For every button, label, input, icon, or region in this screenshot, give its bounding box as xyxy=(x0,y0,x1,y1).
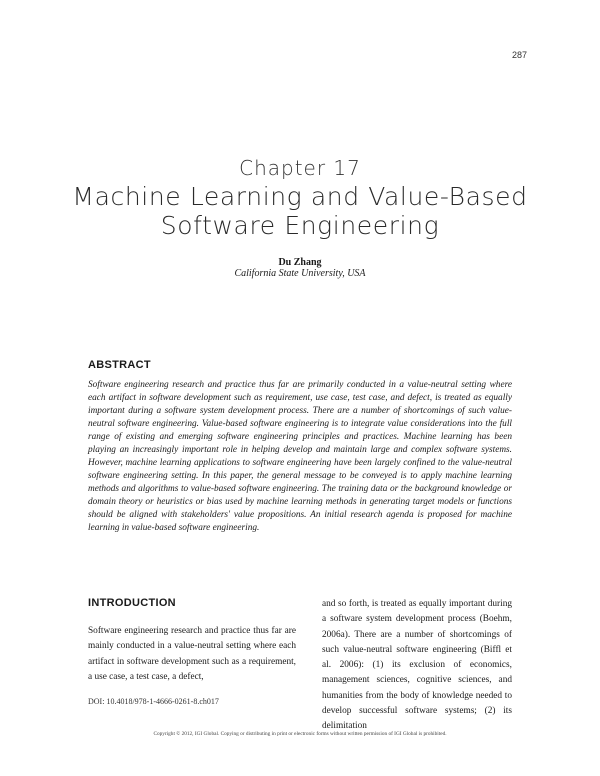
introduction-heading: INTRODUCTION xyxy=(88,597,176,609)
author-affiliation: California State University, USA xyxy=(234,268,366,279)
introduction-left-column: Software engineering research and practice thus far are mainly conducted in a value-neutral setting where each artifact in software development such as a requirement, a use case, a test case, a defect, xyxy=(88,626,296,682)
abstract-body: Software engineering research and practice thus far are primarily conducted in a value-neutral setting where each artifact in software development such as requirement, use case, test case, and defect, is treated as equally important during a software system development process. There are a number of shortcomings of such value-neutral software engineering. Value-based software engineering is to integrate value considerations into the full range of existing and emerging software engineering principles and practices. Machine learning has been playing an increasingly important role in helping develop and maintain large and complex software systems. However, machine learning applications to software engineering have been largely confined to the value-neutral software engineering setting. In this paper, the general message to be conveyed is to apply machine learning methods and algorithms to value-based software engineering. The training data or the background knowledge or domain theory or heuristics or bias used by machine learning methods in generating target models or functions should be aligned with stakeholders' value propositions. An initial research agenda is proposed for machine learning in value-based software engineering. xyxy=(88,380,512,533)
introduction-right-column: and so forth, is treated as equally important during a software system development process (Boehm, 2006a). There are a number of shortcomings of such value-neutral software engineering (Biffl et al. 2006): (1) its exclusion of economics, management sciences, cognitive sciences, and humanities from the body of knowledge needed to develop successful software systems; (2) its delimitation xyxy=(322,599,512,732)
page-number: 287 xyxy=(511,50,527,60)
chapter-label: Chapter 17 xyxy=(239,156,361,180)
abstract-heading: ABSTRACT xyxy=(88,359,151,371)
doi-line: DOI: 10.4018/978-1-4666-0261-8.ch017 xyxy=(88,697,219,706)
chapter-title: Machine Learning and Value-Based Software Engineering xyxy=(72,182,528,240)
copyright-notice: Copyright © 2012, IGI Global. Copying or distributing in print or electronic forms without written permission of IGI Global is prohibited. xyxy=(153,731,447,737)
author-name: Du Zhang xyxy=(278,257,322,268)
